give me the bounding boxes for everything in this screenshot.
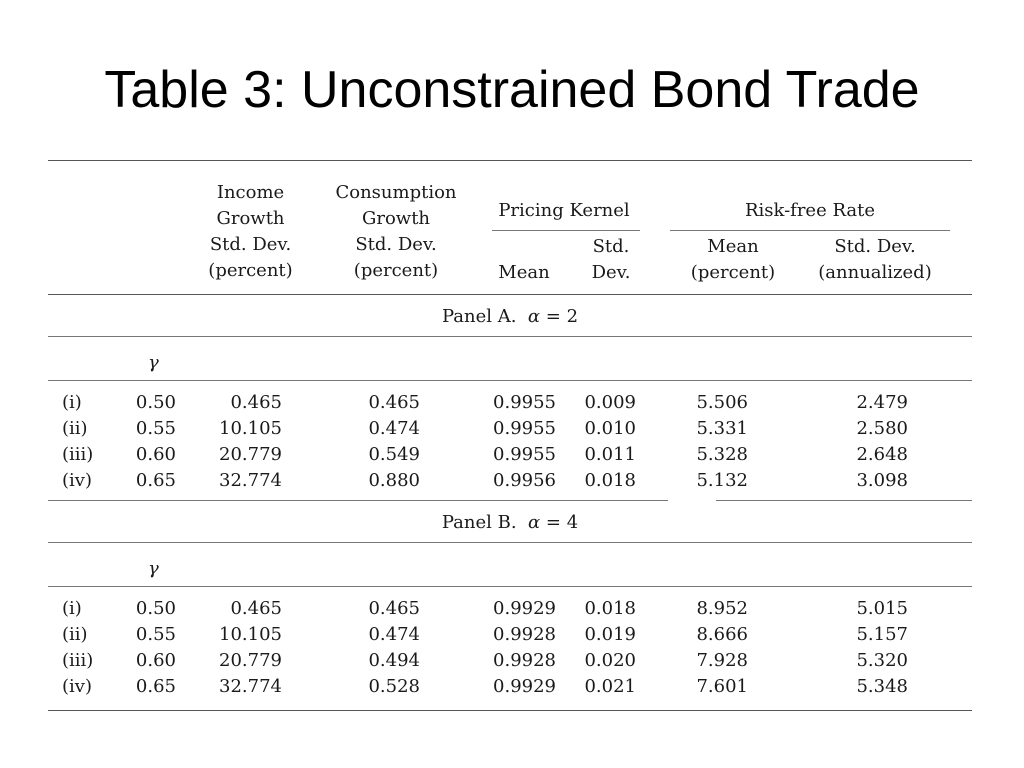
- row-rf-sd: 2.648: [856, 444, 908, 465]
- row-rf-sd: 2.580: [856, 418, 908, 439]
- header-income-line2: Growth: [216, 208, 285, 229]
- row-income-sd: 20.779: [219, 444, 282, 465]
- row-gamma: 0.55: [135, 624, 176, 645]
- row-rf-sd: 5.320: [856, 650, 908, 671]
- table-bottom-rule: [48, 710, 972, 711]
- row-income-sd: 0.465: [230, 392, 282, 413]
- panel-b-rule: [48, 542, 972, 543]
- row-pk-sd: 0.021: [584, 676, 636, 697]
- row-income-sd: 10.105: [219, 418, 282, 439]
- row-id: (iii): [62, 650, 94, 671]
- header-pk-std-line2: Dev.: [591, 262, 631, 283]
- slide-title: Table 3: Unconstrained Bond Trade: [104, 61, 920, 119]
- row-id: (i): [62, 598, 82, 619]
- row-pk-mean: 0.9929: [493, 676, 556, 697]
- panel-b-alpha-value: = 4: [545, 512, 579, 533]
- row-rf-sd: 5.157: [856, 624, 908, 645]
- panel-b-gamma-rule: [48, 586, 972, 587]
- panel-b-label: [48, 510, 972, 536]
- panel-a-bottom-rule-left: [48, 500, 668, 501]
- panel-a-alpha: α: [527, 306, 541, 327]
- header-pk-std-line1: Std.: [592, 236, 630, 257]
- row-pk-mean: 0.9955: [493, 418, 556, 439]
- row-rf-sd: 2.479: [856, 392, 908, 413]
- row-rf-mean: 7.601: [696, 676, 748, 697]
- row-pk-sd: 0.009: [584, 392, 636, 413]
- panel-b-gamma-label: γ: [148, 558, 159, 579]
- row-gamma: 0.50: [135, 392, 176, 413]
- row-id: (iii): [62, 444, 94, 465]
- header-pricing-kernel: Pricing Kernel: [498, 200, 630, 221]
- header-rf-std-line1: Std. Dev.: [834, 236, 916, 257]
- pricing-kernel-underline: [492, 230, 640, 231]
- row-cons-sd: 0.474: [368, 418, 420, 439]
- row-pk-mean: 0.9928: [493, 624, 556, 645]
- row-rf-mean: 8.666: [696, 624, 748, 645]
- panel-a-gamma-label: γ: [148, 352, 159, 373]
- header-income-line3: Std. Dev.: [209, 234, 292, 255]
- row-rf-mean: 5.506: [696, 392, 748, 413]
- row-gamma: 0.60: [135, 444, 176, 465]
- row-pk-sd: 0.011: [584, 444, 636, 465]
- row-gamma: 0.60: [135, 650, 176, 671]
- row-pk-mean: 0.9928: [493, 650, 556, 671]
- row-income-sd: 10.105: [219, 624, 282, 645]
- panel-a-bottom-rule-right: [716, 500, 972, 501]
- row-cons-sd: 0.494: [368, 650, 420, 671]
- row-id: (ii): [62, 624, 88, 645]
- row-rf-mean: 5.328: [696, 444, 748, 465]
- row-cons-sd: 0.880: [368, 470, 420, 491]
- row-pk-mean: 0.9929: [493, 598, 556, 619]
- row-id: (iv): [62, 470, 92, 491]
- header-pk-mean: Mean: [498, 262, 550, 283]
- row-pk-sd: 0.018: [584, 598, 636, 619]
- panel-a-alpha-value: = 2: [545, 306, 579, 327]
- row-cons-sd: 0.474: [368, 624, 420, 645]
- row-pk-mean: 0.9956: [493, 470, 556, 491]
- row-gamma: 0.65: [135, 676, 176, 697]
- header-bottom-rule: [48, 294, 972, 295]
- row-cons-sd: 0.465: [368, 598, 420, 619]
- panel-a-rule: [48, 336, 972, 337]
- header-consumption-line1: Consumption: [335, 182, 457, 203]
- row-cons-sd: 0.465: [368, 392, 420, 413]
- row-rf-mean: 7.928: [696, 650, 748, 671]
- row-rf-sd: 3.098: [856, 470, 908, 491]
- panel-a-gamma-rule: [48, 380, 972, 381]
- row-gamma: 0.55: [135, 418, 176, 439]
- row-pk-sd: 0.020: [584, 650, 636, 671]
- header-consumption-line2: Growth: [361, 208, 431, 229]
- row-id: (i): [62, 392, 82, 413]
- row-rf-mean: 8.952: [696, 598, 748, 619]
- row-pk-sd: 0.019: [584, 624, 636, 645]
- row-income-sd: 32.774: [219, 676, 282, 697]
- row-pk-mean: 0.9955: [493, 392, 556, 413]
- row-gamma: 0.50: [135, 598, 176, 619]
- header-rf-std-line2: (annualized): [818, 262, 932, 283]
- row-id: (iv): [62, 676, 92, 697]
- panel-a-label: [48, 304, 972, 330]
- panel-b-alpha: α: [528, 512, 541, 533]
- results-table: [48, 158, 972, 718]
- row-id: (ii): [62, 418, 88, 439]
- row-rf-mean: 5.331: [696, 418, 748, 439]
- header-consumption-line3: Std. Dev.: [355, 234, 437, 255]
- row-cons-sd: 0.528: [368, 676, 420, 697]
- row-income-sd: 0.465: [230, 598, 282, 619]
- row-rf-mean: 5.132: [696, 470, 748, 491]
- header-income-line4: (percent): [208, 260, 293, 281]
- row-income-sd: 20.779: [219, 650, 282, 671]
- row-gamma: 0.65: [135, 470, 176, 491]
- table-top-rule: [48, 160, 972, 161]
- row-cons-sd: 0.549: [368, 444, 420, 465]
- panel-b-prefix: Panel B.: [441, 512, 517, 533]
- header-rf-mean-line1: Mean: [707, 236, 759, 257]
- row-rf-sd: 5.015: [856, 598, 908, 619]
- header-consumption-line4: (percent): [353, 260, 439, 281]
- row-pk-sd: 0.010: [584, 418, 636, 439]
- panel-a-prefix: Panel A.: [441, 306, 517, 327]
- header-income-line1: Income: [216, 182, 285, 203]
- row-pk-mean: 0.9955: [493, 444, 556, 465]
- risk-free-underline: [670, 230, 950, 231]
- row-rf-sd: 5.348: [856, 676, 908, 697]
- row-pk-sd: 0.018: [584, 470, 636, 491]
- row-income-sd: 32.774: [219, 470, 282, 491]
- header-rf-mean-line2: (percent): [690, 262, 776, 283]
- header-risk-free-rate: Risk-free Rate: [744, 200, 876, 221]
